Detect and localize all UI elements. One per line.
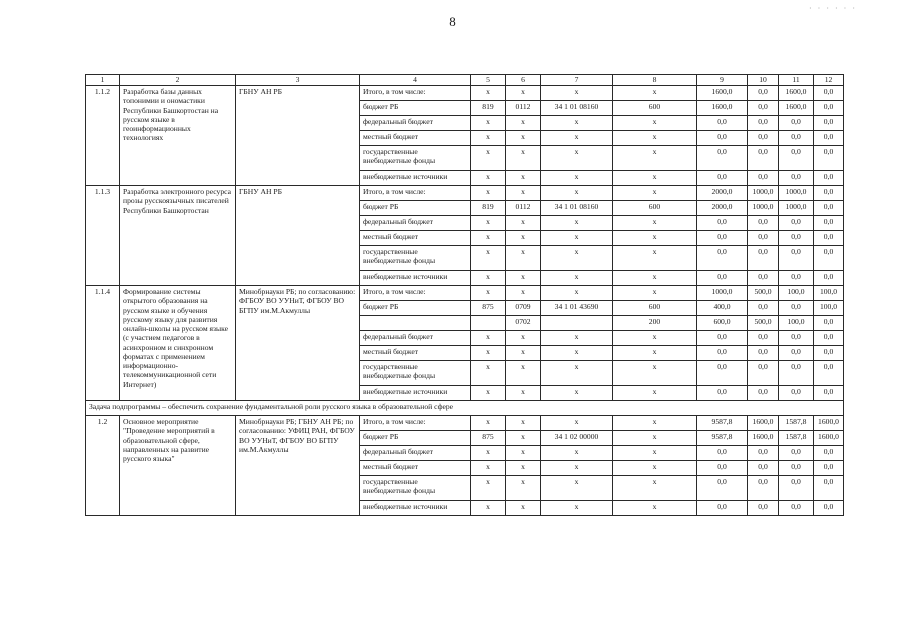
- table-cell: 0,0: [697, 331, 748, 346]
- table-cell: 0,0: [748, 231, 779, 246]
- table-cell: х: [541, 416, 613, 431]
- header-row: [86, 75, 844, 86]
- table-cell: х: [471, 501, 506, 516]
- table-cell: х: [471, 446, 506, 461]
- table-cell: х: [613, 476, 697, 501]
- budget-table: [85, 74, 844, 516]
- funding-source: внебюджетные источники: [360, 501, 471, 516]
- table-cell: 0,0: [748, 171, 779, 186]
- table-cell: 500,0: [748, 286, 779, 301]
- funding-source: государственные внебюджетные фонды: [360, 476, 471, 501]
- table-cell: х: [613, 416, 697, 431]
- table-cell: х: [471, 231, 506, 246]
- table-cell: 0,0: [697, 346, 748, 361]
- item-code: 1.2: [86, 416, 120, 516]
- page-number: 8: [449, 14, 456, 29]
- table-cell: 1600,0: [697, 86, 748, 101]
- table-cell: 0,0: [779, 501, 814, 516]
- table-cell: 0,0: [748, 386, 779, 401]
- table-cell: 0,0: [697, 461, 748, 476]
- funding-source: государственные внебюджетные фонды: [360, 246, 471, 271]
- funding-source: Итого, в том числе:: [360, 416, 471, 431]
- table-cell: 0,0: [697, 501, 748, 516]
- table-cell: 9587,8: [697, 416, 748, 431]
- header-cell: 1: [86, 75, 120, 86]
- table-row: [86, 186, 844, 201]
- table-cell: 0709: [506, 301, 541, 316]
- table-cell: 600: [613, 201, 697, 216]
- funding-source: местный бюджет: [360, 461, 471, 476]
- table-cell: 0,0: [779, 446, 814, 461]
- table-cell: 0,0: [814, 131, 844, 146]
- table-cell: х: [471, 131, 506, 146]
- task-text: Задача подпрограммы – обеспечить сохранение фундаментальной роли русского языка в образовательной сфере: [86, 401, 844, 416]
- table-cell: 1600,0: [748, 431, 779, 446]
- header-cell: 9: [697, 75, 748, 86]
- table-cell: х: [506, 416, 541, 431]
- table-cell: 0,0: [779, 476, 814, 501]
- table-cell: 0,0: [748, 501, 779, 516]
- funding-source: Итого, в том числе:: [360, 86, 471, 101]
- table-body: [86, 75, 844, 516]
- table-cell: х: [613, 116, 697, 131]
- table-cell: 0,0: [779, 171, 814, 186]
- funding-source: федеральный бюджет: [360, 331, 471, 346]
- table-cell: х: [541, 286, 613, 301]
- header-cell: 12: [814, 75, 844, 86]
- header-cell: 10: [748, 75, 779, 86]
- table-cell: х: [471, 216, 506, 231]
- table-cell: х: [506, 86, 541, 101]
- table-cell: 0,0: [697, 386, 748, 401]
- header-cell: 11: [779, 75, 814, 86]
- table-cell: 819: [471, 201, 506, 216]
- table-cell: 0112: [506, 201, 541, 216]
- table-cell: 9587,8: [697, 431, 748, 446]
- header-cell: 5: [471, 75, 506, 86]
- table-cell: 0,0: [748, 476, 779, 501]
- funding-source: внебюджетные источники: [360, 271, 471, 286]
- table-cell: 0,0: [748, 116, 779, 131]
- table-cell: х: [613, 446, 697, 461]
- table-cell: 2000,0: [697, 186, 748, 201]
- table-cell: х: [506, 331, 541, 346]
- table-cell: х: [506, 216, 541, 231]
- table-cell: 1000,0: [779, 201, 814, 216]
- table-cell: х: [506, 461, 541, 476]
- table-cell: 0,0: [748, 446, 779, 461]
- table-cell: 0,0: [814, 331, 844, 346]
- table-cell: 0,0: [814, 501, 844, 516]
- table-cell: х: [541, 461, 613, 476]
- table-cell: х: [471, 331, 506, 346]
- table-cell: 0,0: [748, 86, 779, 101]
- table-cell: х: [613, 286, 697, 301]
- table-cell: 0,0: [779, 231, 814, 246]
- task-row: [86, 401, 844, 416]
- table-cell: х: [613, 361, 697, 386]
- table-cell: 0,0: [748, 346, 779, 361]
- table-cell: х: [471, 476, 506, 501]
- table-cell: 0,0: [697, 146, 748, 171]
- table-cell: 0,0: [697, 271, 748, 286]
- table-cell: 0,0: [779, 216, 814, 231]
- table-cell: х: [506, 446, 541, 461]
- table-cell: х: [541, 271, 613, 286]
- table-row: [86, 416, 844, 431]
- table-cell: х: [541, 246, 613, 271]
- funding-source: государственные внебюджетные фонды: [360, 146, 471, 171]
- table-cell: 0,0: [814, 361, 844, 386]
- funding-source: федеральный бюджет: [360, 116, 471, 131]
- table-cell: 0,0: [814, 101, 844, 116]
- table-cell: 0112: [506, 101, 541, 116]
- funding-source: Итого, в том числе:: [360, 186, 471, 201]
- table-cell: х: [541, 216, 613, 231]
- table-cell: 0,0: [779, 116, 814, 131]
- table-cell: х: [541, 231, 613, 246]
- table-cell: х: [506, 271, 541, 286]
- table-cell: х: [506, 361, 541, 386]
- funding-source: местный бюджет: [360, 346, 471, 361]
- table-cell: 0,0: [779, 346, 814, 361]
- funding-source: федеральный бюджет: [360, 446, 471, 461]
- table-cell: 600: [613, 301, 697, 316]
- table-cell: х: [613, 131, 697, 146]
- table-cell: 1600,0: [814, 416, 844, 431]
- table-cell: 1600,0: [779, 86, 814, 101]
- item-name: Основное мероприятие "Проведение мероприятий в образовательной сфере, направленных на развитие русского языка": [120, 416, 236, 516]
- table-cell: 1600,0: [748, 416, 779, 431]
- table-cell: 0,0: [748, 461, 779, 476]
- table-cell: х: [506, 431, 541, 446]
- table-cell: 0,0: [748, 331, 779, 346]
- table-cell: х: [506, 186, 541, 201]
- table-cell: х: [613, 146, 697, 171]
- item-code: 1.1.2: [86, 86, 120, 186]
- table-cell: 2000,0: [697, 201, 748, 216]
- table-cell: х: [541, 501, 613, 516]
- table-cell: х: [613, 431, 697, 446]
- table-cell: 1587,8: [779, 416, 814, 431]
- table-cell: х: [541, 146, 613, 171]
- table-cell: х: [613, 331, 697, 346]
- item-code: 1.1.4: [86, 286, 120, 401]
- table-cell: х: [541, 116, 613, 131]
- table-cell: х: [471, 361, 506, 386]
- table-cell: х: [471, 346, 506, 361]
- table-cell: х: [506, 146, 541, 171]
- table-cell: х: [613, 186, 697, 201]
- table-cell: х: [471, 246, 506, 271]
- table-cell: 0,0: [779, 361, 814, 386]
- table-row: [86, 86, 844, 101]
- funding-source: бюджет РБ: [360, 101, 471, 116]
- table-cell: 819: [471, 101, 506, 116]
- table-cell: 0,0: [814, 116, 844, 131]
- table-cell: 34 1 01 43690: [541, 301, 613, 316]
- table-cell: х: [506, 346, 541, 361]
- header-cell: 4: [360, 75, 471, 86]
- header-cell: 7: [541, 75, 613, 86]
- table-cell: 600,0: [697, 316, 748, 331]
- table-cell: 500,0: [748, 316, 779, 331]
- table-cell: х: [613, 216, 697, 231]
- table-cell: 0,0: [697, 446, 748, 461]
- item-executor: Минобрнауки РБ; по согласованию: ФГБОУ ВО УУНиТ, ФГБОУ ВО БГПУ им.М.Акмуллы: [236, 286, 360, 401]
- table-cell: х: [506, 171, 541, 186]
- scan-marks: · · · · · ·: [809, 4, 857, 13]
- table-cell: х: [506, 386, 541, 401]
- table-cell: х: [541, 446, 613, 461]
- table-cell: х: [506, 501, 541, 516]
- table-cell: 1587,8: [779, 431, 814, 446]
- table-cell: [541, 316, 613, 331]
- table-cell: 0,0: [814, 316, 844, 331]
- table-cell: х: [471, 186, 506, 201]
- table-cell: 875: [471, 301, 506, 316]
- table-cell: 0,0: [814, 271, 844, 286]
- table-cell: 0,0: [779, 386, 814, 401]
- header-cell: 2: [120, 75, 236, 86]
- table-cell: 0,0: [814, 246, 844, 271]
- table-cell: х: [506, 231, 541, 246]
- table-row: [86, 286, 844, 301]
- table-cell: 0,0: [814, 346, 844, 361]
- table-cell: х: [541, 386, 613, 401]
- table-cell: 0,0: [697, 246, 748, 271]
- table-cell: х: [506, 131, 541, 146]
- table-cell: 100,0: [779, 286, 814, 301]
- table-cell: [471, 316, 506, 331]
- table-cell: х: [613, 86, 697, 101]
- table-cell: 0,0: [814, 171, 844, 186]
- table-cell: 0,0: [748, 246, 779, 271]
- table-cell: х: [471, 286, 506, 301]
- table-cell: х: [613, 501, 697, 516]
- table-cell: 0,0: [779, 301, 814, 316]
- table-cell: 0,0: [814, 201, 844, 216]
- table-cell: х: [541, 476, 613, 501]
- table-cell: 0,0: [748, 131, 779, 146]
- table-cell: х: [506, 476, 541, 501]
- table-cell: 875: [471, 431, 506, 446]
- funding-source: бюджет РБ: [360, 301, 471, 316]
- table-cell: х: [541, 331, 613, 346]
- header-cell: 3: [236, 75, 360, 86]
- table-cell: 1000,0: [779, 186, 814, 201]
- table-cell: 0,0: [779, 146, 814, 171]
- table-cell: 34 1 02 00000: [541, 431, 613, 446]
- item-name: Разработка электронного ресурса прозы русскоязычных писателей Республики Башкортостан: [120, 186, 236, 286]
- table-cell: 0,0: [748, 271, 779, 286]
- table-cell: 400,0: [697, 301, 748, 316]
- table-cell: 0,0: [697, 476, 748, 501]
- table-cell: 1000,0: [748, 186, 779, 201]
- table-cell: 0,0: [814, 386, 844, 401]
- table-cell: 0,0: [814, 186, 844, 201]
- item-name: Формирование системы открытого образования на русском языке и обучения русскому языку для развития онлайн-школы на русском языке (с участием педагогов в асинхронном и синхронном форматах с применением информационно-телекоммуникационной сети Интернет): [120, 286, 236, 401]
- table-cell: х: [613, 271, 697, 286]
- table-cell: 0,0: [814, 461, 844, 476]
- table-cell: х: [541, 346, 613, 361]
- table-cell: 0,0: [814, 146, 844, 171]
- table-cell: х: [506, 286, 541, 301]
- table-cell: 100,0: [814, 301, 844, 316]
- table-cell: 0,0: [814, 476, 844, 501]
- item-executor: Минобрнауки РБ; ГБНУ АН РБ; по согласованию: УФИЦ РАН, ФГБОУ ВО УУНиТ, ФГБОУ ВО БГПУ им.М.Акмуллы: [236, 416, 360, 516]
- table-cell: 0,0: [748, 361, 779, 386]
- funding-source: внебюджетные источники: [360, 386, 471, 401]
- table-cell: х: [471, 146, 506, 171]
- funding-source: внебюджетные источники: [360, 171, 471, 186]
- table-cell: х: [471, 386, 506, 401]
- table-cell: 1000,0: [697, 286, 748, 301]
- table-cell: 1600,0: [779, 101, 814, 116]
- table-cell: 0,0: [814, 231, 844, 246]
- funding-source: федеральный бюджет: [360, 216, 471, 231]
- table-cell: 0,0: [697, 116, 748, 131]
- funding-source: Итого, в том числе:: [360, 286, 471, 301]
- table-cell: 0,0: [814, 446, 844, 461]
- header-cell: 8: [613, 75, 697, 86]
- table-cell: 1000,0: [748, 201, 779, 216]
- item-executor: ГБНУ АН РБ: [236, 186, 360, 286]
- table-cell: 34 1 01 08160: [541, 101, 613, 116]
- funding-source: местный бюджет: [360, 131, 471, 146]
- table-cell: 0,0: [779, 246, 814, 271]
- table-cell: 0,0: [814, 86, 844, 101]
- table-cell: х: [613, 461, 697, 476]
- table-cell: 0,0: [697, 216, 748, 231]
- table-cell: х: [613, 386, 697, 401]
- table-cell: х: [541, 186, 613, 201]
- table-cell: 0,0: [697, 361, 748, 386]
- table-cell: х: [613, 171, 697, 186]
- table-cell: 0,0: [697, 171, 748, 186]
- table-cell: 1600,0: [697, 101, 748, 116]
- table-cell: х: [471, 271, 506, 286]
- funding-source: государственные внебюджетные фонды: [360, 361, 471, 386]
- table-cell: 0,0: [748, 146, 779, 171]
- table-cell: 0,0: [748, 101, 779, 116]
- table-cell: 100,0: [814, 286, 844, 301]
- table-cell: 200: [613, 316, 697, 331]
- table-cell: х: [613, 246, 697, 271]
- table-cell: 600: [613, 101, 697, 116]
- table-cell: 1600,0: [814, 431, 844, 446]
- table-cell: 100,0: [779, 316, 814, 331]
- table-cell: х: [471, 461, 506, 476]
- table-cell: х: [541, 361, 613, 386]
- table-cell: 0,0: [779, 271, 814, 286]
- header-cell: 6: [506, 75, 541, 86]
- table-cell: 0702: [506, 316, 541, 331]
- table-cell: х: [471, 171, 506, 186]
- table-cell: х: [506, 246, 541, 271]
- item-code: 1.1.3: [86, 186, 120, 286]
- table-cell: 0,0: [748, 216, 779, 231]
- table-cell: х: [613, 346, 697, 361]
- table-cell: х: [506, 116, 541, 131]
- table-cell: 0,0: [814, 216, 844, 231]
- table-cell: х: [613, 231, 697, 246]
- table-cell: х: [471, 86, 506, 101]
- table-cell: 0,0: [697, 131, 748, 146]
- table-cell: 0,0: [779, 131, 814, 146]
- table-cell: 0,0: [697, 231, 748, 246]
- table-cell: 0,0: [748, 301, 779, 316]
- item-executor: ГБНУ АН РБ: [236, 86, 360, 186]
- table-cell: х: [541, 171, 613, 186]
- funding-source: местный бюджет: [360, 231, 471, 246]
- table-cell: х: [471, 416, 506, 431]
- funding-source: [360, 316, 471, 331]
- table-cell: 34 1 01 08160: [541, 201, 613, 216]
- table-cell: х: [541, 131, 613, 146]
- funding-source: бюджет РБ: [360, 431, 471, 446]
- funding-source: бюджет РБ: [360, 201, 471, 216]
- table-cell: х: [471, 116, 506, 131]
- item-name: Разработка базы данных топонимии и ономастики Республики Башкортостан на русском языке в геоинформационных технологиях: [120, 86, 236, 186]
- table-cell: 0,0: [779, 461, 814, 476]
- table-cell: 0,0: [779, 331, 814, 346]
- table-cell: х: [541, 86, 613, 101]
